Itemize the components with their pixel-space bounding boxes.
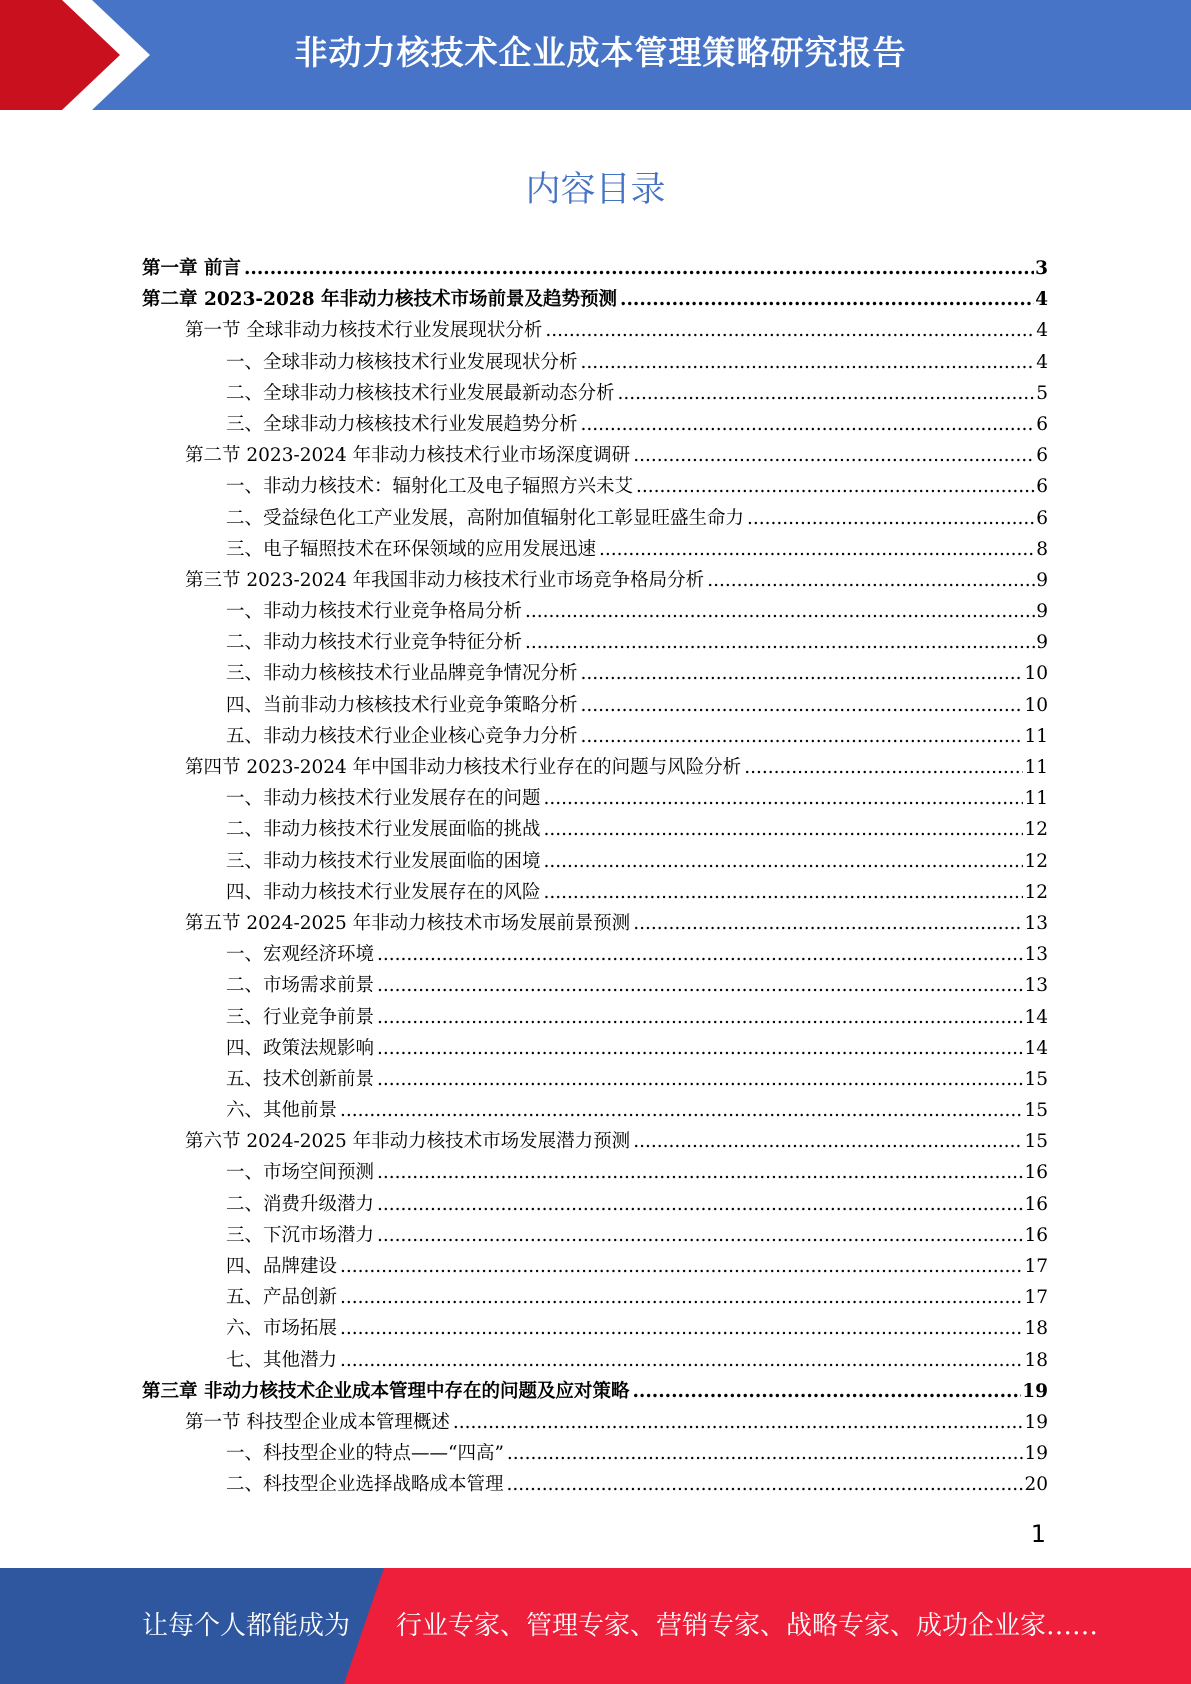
toc-entry[interactable] bbox=[142, 535, 1048, 566]
header-banner bbox=[0, 0, 1191, 110]
toc-leader-dots bbox=[544, 788, 1024, 809]
toc-entry[interactable] bbox=[142, 1096, 1048, 1127]
toc-entry[interactable] bbox=[142, 1439, 1048, 1470]
toc-entry-page: 4 bbox=[1035, 289, 1048, 311]
toc-entry-title: 二、受益绿色化工产业发展，高附加值辐射化工彰显旺盛生命力 bbox=[226, 507, 745, 529]
toc-entry-page: 10 bbox=[1024, 663, 1048, 685]
toc-leader-dots bbox=[544, 819, 1024, 840]
footer-slogan-left: 让每个人都能成为 bbox=[142, 1611, 351, 1641]
toc-entry-page: 15 bbox=[1024, 1131, 1048, 1153]
toc-leader-dots bbox=[636, 476, 1035, 497]
toc-entry-title: 三、非动力核核技术行业品牌竞争情况分析 bbox=[226, 663, 578, 685]
toc-leader-dots bbox=[377, 1007, 1023, 1028]
toc-entry-title: 第一章 前言 bbox=[142, 258, 241, 279]
toc-leader-dots bbox=[377, 975, 1023, 996]
toc-entry-page: 6 bbox=[1036, 507, 1048, 529]
toc-entry-page: 4 bbox=[1036, 351, 1048, 373]
toc-leader-dots bbox=[545, 320, 1035, 341]
toc-entry[interactable] bbox=[142, 504, 1048, 535]
report-title: 非动力核技术企业成本管理策略研究报告 bbox=[294, 33, 907, 72]
toc-entry[interactable] bbox=[142, 285, 1048, 316]
toc-entry-title: 四、品牌建设 bbox=[226, 1256, 338, 1277]
toc-leader-dots bbox=[581, 352, 1036, 373]
toc-entry-page: 11 bbox=[1024, 725, 1048, 747]
toc-entry-page: 20 bbox=[1024, 1474, 1048, 1496]
toc-entry-page: 19 bbox=[1024, 1411, 1048, 1433]
toc-entry-page: 12 bbox=[1024, 819, 1048, 841]
toc-entry[interactable] bbox=[142, 1377, 1048, 1408]
toc-leader-dots bbox=[544, 882, 1024, 903]
toc-entry[interactable] bbox=[142, 1314, 1048, 1345]
toc-leader-dots bbox=[599, 539, 1035, 560]
toc-entry-page: 9 bbox=[1036, 569, 1048, 591]
toc-leader-dots bbox=[633, 1131, 1023, 1152]
toc-entry-title: 四、政策法规影响 bbox=[226, 1037, 375, 1059]
toc-entry-page: 11 bbox=[1024, 757, 1048, 778]
toc-entry[interactable] bbox=[142, 1190, 1048, 1221]
page-number: 1 bbox=[1030, 1520, 1046, 1548]
toc-entry-page: 14 bbox=[1024, 1037, 1048, 1059]
toc-entry-title: 第一节 全球非动力核技术行业发展现状分析 bbox=[185, 320, 543, 342]
toc-entry-page: 19 bbox=[1024, 1443, 1048, 1465]
toc-entry[interactable] bbox=[142, 1470, 1048, 1501]
toc-entry-title: 五、技术创新前景 bbox=[226, 1068, 375, 1090]
toc-entry-page: 13 bbox=[1024, 944, 1048, 966]
footer-banner bbox=[0, 1568, 1191, 1684]
toc-leader-dots bbox=[618, 383, 1036, 404]
toc-entry-page: 15 bbox=[1024, 1100, 1048, 1122]
toc-entry[interactable] bbox=[142, 1127, 1048, 1158]
toc-entry-page: 10 bbox=[1024, 694, 1048, 716]
toc-leader-dots bbox=[632, 1381, 1021, 1402]
footer-slogan-right: 行业专家、管理专家、营销专家、战略专家、成功企业家…… bbox=[396, 1611, 1099, 1641]
toc-leader-dots bbox=[340, 1256, 1023, 1277]
toc-entry-page: 6 bbox=[1036, 476, 1048, 498]
toc-leader-dots bbox=[507, 1443, 1024, 1464]
toc-heading: 内容目录 bbox=[525, 170, 666, 210]
toc-entry[interactable] bbox=[142, 815, 1048, 846]
toc-entry[interactable] bbox=[142, 441, 1048, 472]
toc-entry-title: 七、其他潜力 bbox=[226, 1349, 338, 1371]
toc-leader-dots bbox=[340, 1287, 1023, 1308]
toc-entry-title: 三、电子辐照技术在环保领域的应用发展迅速 bbox=[226, 538, 597, 560]
toc-entry-title: 第五节 2024-2025 年非动力核技术市场发展前景预测 bbox=[185, 912, 631, 934]
toc-entry-title: 一、非动力核技术行业竞争格局分析 bbox=[226, 601, 523, 623]
toc-entry[interactable] bbox=[142, 1408, 1048, 1439]
toc-entry-title: 第三节 2023-2024 年我国非动力核技术行业市场竞争格局分析 bbox=[185, 569, 705, 591]
toc-entry[interactable] bbox=[142, 784, 1048, 815]
toc-entry-page: 19 bbox=[1022, 1380, 1048, 1402]
toc-entry-title: 三、行业竞争前景 bbox=[226, 1006, 375, 1028]
table-of-contents bbox=[142, 254, 1048, 1502]
toc-entry[interactable] bbox=[142, 971, 1048, 1002]
toc-entry-title: 四、非动力核技术行业发展存在的风险 bbox=[226, 881, 541, 903]
toc-entry-page: 6 bbox=[1036, 413, 1048, 435]
toc-leader-dots bbox=[377, 1194, 1023, 1215]
toc-entry-title: 二、全球非动力核核技术行业发展最新动态分析 bbox=[226, 382, 615, 404]
toc-leader-dots bbox=[340, 1100, 1023, 1121]
toc-entry[interactable] bbox=[142, 909, 1048, 940]
toc-entry-title: 二、非动力核技术行业发展面临的挑战 bbox=[226, 819, 541, 841]
toc-entry-page: 18 bbox=[1024, 1349, 1048, 1371]
toc-entry-title: 二、市场需求前景 bbox=[226, 975, 375, 997]
toc-leader-dots bbox=[707, 570, 1035, 591]
toc-entry-title: 三、全球非动力核核技术行业发展趋势分析 bbox=[226, 413, 578, 435]
toc-entry[interactable] bbox=[142, 753, 1048, 784]
toc-entry[interactable] bbox=[142, 566, 1048, 597]
toc-leader-dots bbox=[581, 726, 1024, 747]
toc-entry[interactable] bbox=[142, 691, 1048, 722]
toc-entry-page: 16 bbox=[1024, 1193, 1048, 1215]
toc-entry[interactable] bbox=[142, 659, 1048, 690]
toc-entry[interactable] bbox=[142, 1065, 1048, 1096]
toc-entry-title: 一、宏观经济环境 bbox=[226, 944, 375, 966]
toc-entry-page: 17 bbox=[1024, 1256, 1048, 1277]
toc-entry[interactable] bbox=[142, 1346, 1048, 1377]
toc-entry-title: 一、科技型企业的特点——“四高” bbox=[226, 1443, 504, 1465]
toc-entry[interactable] bbox=[142, 628, 1048, 659]
toc-entry[interactable] bbox=[142, 472, 1048, 503]
toc-entry-title: 五、产品创新 bbox=[226, 1287, 338, 1309]
toc-entry-title: 六、市场拓展 bbox=[226, 1318, 338, 1340]
toc-entry[interactable] bbox=[142, 348, 1048, 379]
toc-entry[interactable] bbox=[142, 1221, 1048, 1252]
toc-entry[interactable] bbox=[142, 1252, 1048, 1283]
toc-leader-dots bbox=[633, 913, 1023, 934]
toc-entry-title: 第二章 2023-2028 年非动力核技术市场前景及趋势预测 bbox=[142, 289, 618, 311]
toc-entry-page: 9 bbox=[1036, 601, 1048, 623]
toc-leader-dots bbox=[453, 1412, 1024, 1433]
toc-entry-page: 8 bbox=[1036, 538, 1048, 560]
toc-entry[interactable] bbox=[142, 410, 1048, 441]
toc-entry[interactable] bbox=[142, 1283, 1048, 1314]
toc-entry-page: 9 bbox=[1036, 632, 1048, 654]
toc-entry-title: 二、科技型企业选择战略成本管理 bbox=[226, 1474, 504, 1496]
toc-entry[interactable] bbox=[142, 722, 1048, 753]
toc-entry[interactable] bbox=[142, 597, 1048, 628]
toc-entry[interactable] bbox=[142, 254, 1048, 285]
toc-entry-page: 15 bbox=[1024, 1068, 1048, 1090]
toc-entry-title: 一、非动力核技术：辐射化工及电子辐照方兴未艾 bbox=[226, 476, 634, 498]
toc-entry[interactable] bbox=[142, 940, 1048, 971]
toc-entry-title: 六、其他前景 bbox=[226, 1100, 338, 1122]
toc-leader-dots bbox=[377, 1225, 1023, 1246]
toc-entry-page: 6 bbox=[1036, 445, 1048, 467]
toc-leader-dots bbox=[340, 1318, 1023, 1339]
toc-entry-title: 第一节 科技型企业成本管理概述 bbox=[185, 1411, 450, 1433]
toc-leader-dots bbox=[544, 851, 1024, 872]
toc-entry-page: 13 bbox=[1024, 912, 1048, 934]
toc-entry[interactable] bbox=[142, 316, 1048, 347]
toc-entry[interactable] bbox=[142, 878, 1048, 909]
toc-entry-title: 一、市场空间预测 bbox=[226, 1162, 375, 1184]
toc-entry-page: 17 bbox=[1024, 1287, 1048, 1309]
toc-leader-dots bbox=[377, 1069, 1023, 1090]
toc-entry-title: 二、非动力核技术行业竞争特征分析 bbox=[226, 632, 523, 654]
toc-entry-page: 16 bbox=[1024, 1224, 1048, 1246]
toc-leader-dots bbox=[525, 632, 1035, 653]
toc-leader-dots bbox=[340, 1350, 1023, 1371]
toc-entry[interactable] bbox=[142, 1034, 1048, 1065]
toc-entry-title: 三、下沉市场潜力 bbox=[226, 1224, 375, 1246]
toc-leader-dots bbox=[633, 445, 1035, 466]
toc-entry-title: 四、当前非动力核核技术行业竞争策略分析 bbox=[226, 694, 578, 716]
toc-entry[interactable] bbox=[142, 1003, 1048, 1034]
toc-leader-dots bbox=[581, 695, 1024, 716]
toc-entry-title: 一、全球非动力核核技术行业发展现状分析 bbox=[226, 351, 578, 373]
toc-entry-title: 第四节 2023-2024 年中国非动力核技术行业存在的问题与风险分析 bbox=[185, 757, 742, 778]
toc-entry-title: 第六节 2024-2025 年非动力核技术市场发展潜力预测 bbox=[185, 1131, 631, 1153]
toc-entry[interactable] bbox=[142, 1158, 1048, 1189]
toc-entry-title: 第二节 2023-2024 年非动力核技术行业市场深度调研 bbox=[185, 445, 631, 467]
toc-entry-title: 一、非动力核技术行业发展存在的问题 bbox=[226, 788, 541, 810]
toc-entry-page: 13 bbox=[1024, 975, 1048, 997]
toc-leader-dots bbox=[377, 944, 1023, 965]
toc-entry[interactable] bbox=[142, 847, 1048, 878]
toc-entry-page: 14 bbox=[1024, 1006, 1048, 1028]
toc-entry-page: 18 bbox=[1024, 1318, 1048, 1340]
toc-entry-page: 11 bbox=[1024, 788, 1048, 810]
toc-leader-dots bbox=[581, 663, 1024, 684]
toc-entry-page: 16 bbox=[1024, 1162, 1048, 1184]
toc-leader-dots bbox=[377, 1038, 1023, 1059]
toc-leader-dots bbox=[620, 289, 1034, 310]
toc-entry-title: 第三章 非动力核技术企业成本管理中存在的问题及应对策略 bbox=[142, 1380, 630, 1402]
toc-entry-title: 五、非动力核技术行业企业核心竞争力分析 bbox=[226, 725, 578, 747]
toc-entry-page: 4 bbox=[1036, 320, 1048, 342]
toc-entry-page: 5 bbox=[1036, 382, 1048, 404]
toc-leader-dots bbox=[244, 258, 1034, 279]
toc-entry-page: 12 bbox=[1024, 881, 1048, 903]
toc-entry-page: 3 bbox=[1035, 258, 1048, 279]
toc-leader-dots bbox=[377, 1162, 1023, 1183]
toc-leader-dots bbox=[581, 414, 1036, 435]
toc-entry[interactable] bbox=[142, 379, 1048, 410]
toc-entry-title: 三、非动力核技术行业发展面临的困境 bbox=[226, 850, 541, 872]
toc-leader-dots bbox=[744, 757, 1023, 778]
toc-leader-dots bbox=[525, 601, 1035, 622]
toc-leader-dots bbox=[507, 1474, 1024, 1495]
toc-entry-title: 二、消费升级潜力 bbox=[226, 1193, 375, 1215]
toc-leader-dots bbox=[747, 508, 1035, 529]
toc-entry-page: 12 bbox=[1024, 850, 1048, 872]
